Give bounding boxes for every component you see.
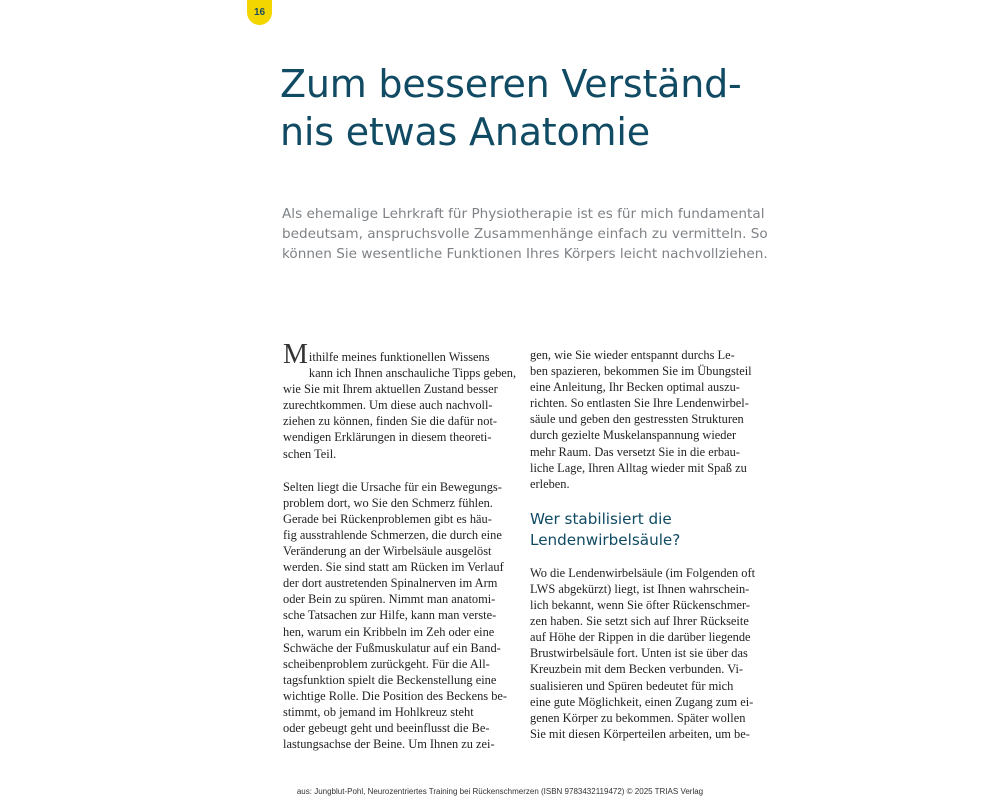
subheading-line: Wer stabilisiert die (530, 509, 672, 528)
body-paragraph-1 (283, 339, 517, 462)
drop-cap: M (283, 339, 308, 370)
body-line: richten. So entlasten Sie Ihre Lendenwirbel- (530, 396, 749, 411)
body-line: Schwäche der Fußmuskulatur auf ein Band- (283, 640, 501, 655)
body-line: Selten liegt die Ursache für ein Bewegungs- (283, 479, 502, 494)
text-column-left (283, 339, 517, 769)
body-line: schen Teil. (283, 446, 337, 461)
body-line: wichtige Rolle. Die Position des Beckens be- (283, 688, 508, 703)
body-paragraph-2 (283, 479, 513, 753)
body-line: Kreuzbein mit dem Becken verbunden. Vi- (530, 662, 744, 677)
title-line: nis etwas Anatomie (280, 110, 650, 154)
body-line: Wo die Lendenwirbelsäule (im Folgenden oft (530, 565, 756, 580)
section-subheading (530, 509, 760, 551)
body-line: oder gebeugt geht und beeinflusst die Be- (283, 721, 490, 736)
body-line: ziehen zu können, finden Sie die dafür not- (283, 414, 498, 429)
body-line: erleben. (530, 476, 570, 491)
source-footer: aus: Jungblut-Pohl, Neurozentriertes Training bei Rückenschmerzen (ISBN 9783432119472) © 2025 TRIAS Verlag (296, 787, 704, 796)
body-line: sche Tatsachen zur Hilfe, kann man verste- (283, 608, 497, 623)
body-line: lich bekannt, wenn Sie öfter Rückenschmer- (530, 598, 750, 613)
body-line: Gerade bei Rückenproblemen gibt es häu- (283, 511, 492, 526)
body-line: oder Bein zu spüren. Nimmt man anatomi- (283, 592, 496, 607)
page-number-badge: 16 (247, 0, 272, 25)
body-line: hen, warum ein Kribbeln im Zeh oder eine (283, 624, 495, 639)
body-line: säule und geben den gestressten Strukturen (530, 412, 744, 427)
intro-line: Als ehemalige Lehrkraft für Physiotherapie ist es für mich fundamental (282, 206, 765, 222)
body-line: LWS abgekürzt) liegt, ist Ihnen wahrschein- (530, 581, 750, 596)
body-line: stimmt, ob jemand im Hohlkreuz steht (283, 704, 474, 719)
body-line: genen Körper zu bekommen. Später wollen (530, 710, 746, 725)
subheading-line: Lendenwirbelsäule? (530, 530, 681, 549)
body-line: auf Höhe der Rippen in die darüber liegende (530, 630, 751, 645)
body-line: gen, wie Sie wieder entspannt durchs Le- (530, 348, 735, 362)
body-line: eine gute Möglichkeit, einen Zugang zum ei- (530, 694, 754, 709)
body-line: eine Anleitung, Ihr Becken optimal auszu- (530, 380, 740, 395)
body-line: mehr Raum. Das versetzt Sie in die erbau- (530, 444, 740, 459)
body-line: kann ich Ihnen anschauliche Tipps geben, (308, 366, 517, 381)
body-line: zurechtkommen. Um diese auch nachvoll- (283, 398, 493, 413)
body-paragraph-3 (530, 347, 760, 492)
body-line: Sie mit diesen Körperteilen arbeiten, um be- (530, 726, 750, 741)
intro-line: bedeutsam, anspruchsvolle Zusammenhänge einfach zu vermitteln. So (282, 226, 768, 242)
body-line: Veränderung an der Wirbelsäule ausgelöst (283, 544, 492, 559)
body-line: wendigen Erklärungen in diesem theoreti- (283, 430, 492, 445)
body-line: liche Lage, Ihren Alltag wieder mit Spaß zu (530, 460, 747, 475)
body-line: problem dort, wo Sie den Schmerz fühlen. (283, 495, 493, 510)
body-line: werden. Sie sind statt am Rücken im Verlauf (283, 560, 504, 575)
page-title (280, 60, 760, 156)
body-line: Brustwirbelsäule fort. Unten ist sie über das (530, 646, 748, 661)
body-line: durch gezielte Muskelanspannung wieder (530, 428, 737, 443)
body-paragraph-4 (530, 565, 760, 742)
body-line: zen haben. Sie setzt sich auf Ihrer Rückseite (530, 614, 749, 629)
text-column-right (530, 347, 760, 759)
body-line: lastungsachse der Beine. Um Ihnen zu zei- (283, 737, 495, 752)
body-line: ben spazieren, bekommen Sie im Übungsteil (530, 364, 752, 379)
body-line: der dort austretenden Spinalnerven im Arm (283, 576, 498, 591)
intro-line: können Sie wesentliche Funktionen Ihres Körpers leicht nachvollziehen. (282, 246, 768, 262)
body-line: wie Sie mit Ihrem aktuellen Zustand besser (283, 382, 498, 397)
body-line: scheibenproblem zurückgeht. Für die All- (283, 656, 490, 671)
body-line: sualisieren und Spüren bedeutet für mich (530, 678, 734, 693)
body-line: fig ausstrahlende Schmerzen, die durch eine (283, 527, 502, 542)
body-line: ithilfe meines funktionellen Wissens (308, 350, 490, 364)
body-line: tagsfunktion spielt die Beckenstellung eine (283, 672, 497, 687)
title-line: Zum besseren Verständ- (280, 62, 742, 106)
intro-paragraph (282, 204, 768, 264)
